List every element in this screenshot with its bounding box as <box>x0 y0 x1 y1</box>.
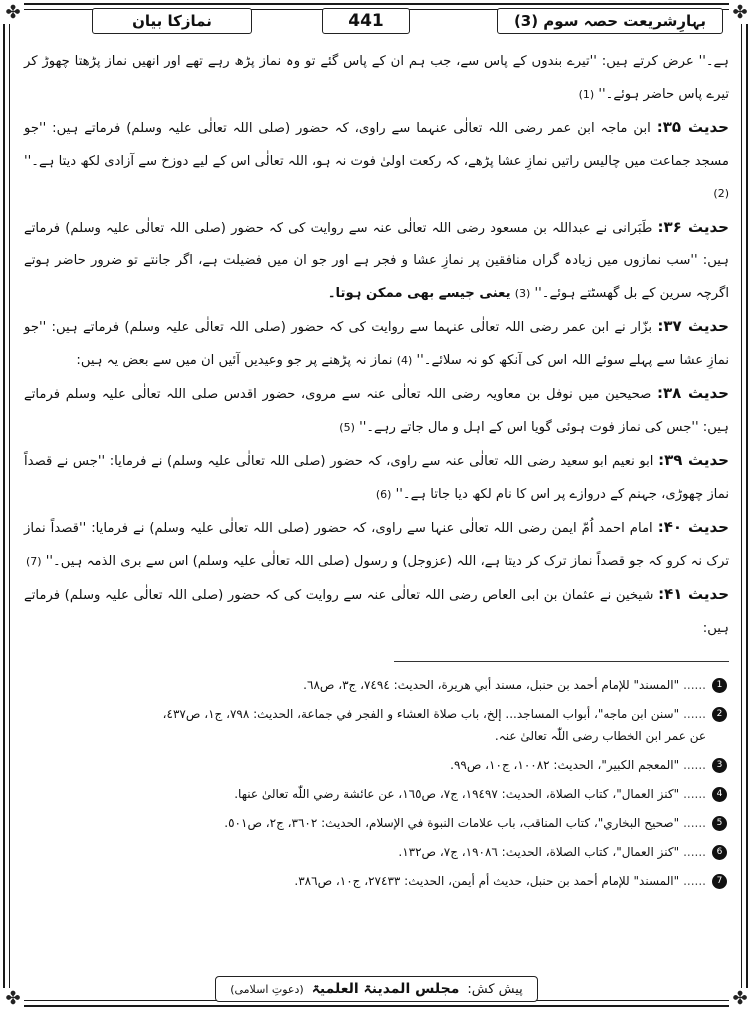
footnote-leader: ...... <box>683 845 706 859</box>
publisher-name: مجلس المدینۃ العلمیۃ <box>311 981 460 997</box>
corner-ornament-icon: ✤ <box>2 988 24 1010</box>
footnote-ref[interactable]: (3) <box>514 286 531 300</box>
footnote-number-icon: 4 <box>712 787 727 802</box>
footnote-item <box>26 812 727 834</box>
hadith-label: حدیث ۴۱: <box>658 585 730 603</box>
hadith-paragraph <box>24 444 729 511</box>
hadith-paragraph <box>24 578 729 645</box>
footnote-separator <box>394 661 729 662</box>
page-number: 441 <box>322 8 410 34</box>
chapter-title: نمازکا بیان <box>92 8 252 34</box>
footnote-ref[interactable]: (2) <box>713 187 729 200</box>
footnote-text: "المسند" للإمام أحمد بن حنبل، حديث أم أيمن، الحديث: ٢٧٤٣٣، ج١٠، ص٣٨٦. <box>294 874 680 888</box>
corner-ornament-icon: ✤ <box>2 2 24 24</box>
hadith-text: شیخین نے عثمان بن ابی العاص رضی اللہ تعالٰی عنہ سے روایت کی کہ حضور (صلی اللہ تعالٰی علیہ وسلم) فرماتے ہیں: <box>24 588 729 636</box>
footnote-ref[interactable]: (7) <box>25 554 42 568</box>
footnote-leader: ...... <box>683 758 706 772</box>
hadith-tail-text: یعنی جیسے بھی ممکن ہوتا۔ <box>327 285 511 301</box>
footnotes <box>26 674 727 899</box>
page-header <box>30 8 723 36</box>
footnote-number-icon: 2 <box>712 707 727 722</box>
hadith-paragraph <box>24 111 729 211</box>
footnote-item <box>26 674 727 696</box>
hadith-paragraph <box>24 46 729 111</box>
footnote-number-icon: 3 <box>712 758 727 773</box>
hadith-text: ابن ماجہ ابن عمر رضی اللہ تعالٰی عنہما سے راوی، کہ حضور (صلی اللہ تعالٰی علیہ وسلم) فرماتے ہیں: ''جو مسجد جماعت میں چالیس راتیں نمازِ عشا پڑھے، کہ رکعت اولیٰ فوت نہ ہو، اللہ تعالٰی اس کے لیے دوزخ سے آزادی لکھ دیتا ہے۔'' <box>24 121 729 169</box>
page-footer <box>0 976 753 1002</box>
main-text <box>24 46 729 645</box>
hadith-tail-text: نماز نہ پڑھنے پر جو وعیدیں آئیں ان میں سے بعض یہ ہیں: <box>76 352 393 368</box>
corner-ornament-icon: ✤ <box>729 2 751 24</box>
footnote-leader: ...... <box>683 874 706 888</box>
footnote-text: "المعجم الكبير"، الحديث: ١٠٠٨٢، ج١٠، ص٩٩. <box>450 758 680 772</box>
footnote-item <box>26 870 727 892</box>
hadith-label: حدیث ۳۸: <box>657 384 729 402</box>
footnote-ref[interactable]: (4) <box>396 353 413 367</box>
hadith-label: حدیث ۴۰: <box>657 518 729 536</box>
footnote-item <box>26 783 727 805</box>
hadith-text: ہے۔'' عرض کرتے ہیں: ''تیرے بندوں کے پاس سے، جب ہم ان کے پاس گئے تو وہ نماز پڑھ رہے تھے اور انھیں نماز پڑھتا چھوڑ کر تیرے پاس حاضر ہوئے۔'' <box>24 54 729 102</box>
footnote-text: "سنن ابن ماجه"، أبواب المساجد... إلخ، باب صلاة العشاء و الفجر في جماعة، الحديث: ٧٩٨، ج١، ص٤٣٧، <box>162 707 680 721</box>
footnote-continuation: عن عمر ابن الخطاب رضی اللّٰہ تعالیٰ عنہ. <box>494 729 706 743</box>
footnote-ref[interactable]: (1) <box>578 87 595 101</box>
footnote-number-icon: 7 <box>712 874 727 889</box>
hadith-paragraph <box>24 511 729 578</box>
footnote-leader: ...... <box>683 816 706 830</box>
footnote-item <box>26 703 727 747</box>
footnote-number-icon: 5 <box>712 816 727 831</box>
footer-prefix: پیش کش: <box>467 981 523 997</box>
hadith-text: بزّار نے ابن عمر رضی اللہ تعالٰی عنہما سے روایت کی کہ حضور (صلی اللہ تعالٰی علیہ وسلم) فرماتے ہیں: ''جو نمازِ عشا سے پہلے سوئے اللہ اس کی آنکھ کو نہ سلائے۔'' <box>24 320 729 368</box>
hadith-label: حدیث ۳۶: <box>657 217 729 236</box>
footnote-leader: ...... <box>683 678 706 692</box>
hadith-paragraph <box>24 211 729 311</box>
hadith-paragraph <box>24 377 729 444</box>
footnote-leader: ...... <box>683 787 706 801</box>
book-title: بہارِشریعت حصہ سوم (3) <box>497 8 723 34</box>
footnote-item <box>26 841 727 863</box>
hadith-label: حدیث ۳۵: <box>656 118 729 136</box>
footnote-text: "صحيح البخاري"، كتاب المناقب، باب علامات النبوة في الإسلام، الحديث: ٣٦٠٢، ج٢، ص٥٠١. <box>224 816 680 830</box>
publisher-box <box>215 976 538 1002</box>
footnote-number-icon: 6 <box>712 845 727 860</box>
footnote-ref[interactable]: (6) <box>375 487 392 501</box>
footnote-text: "المسند" للإمام أحمد بن حنبل، مسند أبي هريرة، الحديث: ٧٤٩٤، ج٣، ص٦٨. <box>303 678 680 692</box>
hadith-text: امام احمد اُمّ ایمن رضی اللہ تعالٰی عنہا سے راوی، کہ حضور (صلی اللہ تعالٰی علیہ وسلم) نے فرمایا: ''قصداً نماز ترک نہ کرو کہ جو قصداً نماز ترک کر دیتا ہے، اللہ (عزوجل) و رسول (صلی اللہ تعالٰی علیہ وسلم) اس سے بری الذمہ ہیں۔'' <box>24 521 729 569</box>
footnote-text: "كنز العمال"، كتاب الصلاة، الحديث: ١٩٤٩٧، ج٧، ص١٦٥، عن عائشة رضي اللّٰه تعالیٰ عنها. <box>234 787 680 801</box>
hadith-text: طَبَرانی نے عبداللہ بن مسعود رضی اللہ تعالٰی عنہ سے روایت کی کہ حضور (صلی اللہ تعالٰی علیہ وسلم) فرماتے ہیں: ''سب نمازوں میں زیادہ گراں منافقین پر نمازِ عشا و فجر ہے اور جو ان میں فضیلت ہے، اگر جانتے تو ضرور حاضر ہوتے اگرچہ سرین کے بل گھسٹتے ہوئے۔'' <box>24 220 729 301</box>
hadith-paragraph <box>24 310 729 377</box>
footnote-leader: ...... <box>683 707 706 721</box>
publisher-sub: (دعوتِ اسلامی) <box>230 982 304 996</box>
hadith-label: حدیث ۳۷: <box>657 317 729 335</box>
footnote-item <box>26 754 727 776</box>
footnote-number-icon: 1 <box>712 678 727 693</box>
hadith-text: صحیحین میں نوفل بن معاویہ رضی اللہ تعالٰی عنہ سے مروی، حضور اقدس صلی اللہ تعالٰی علیہ وسلم فرماتے ہیں: ''جس کی نماز فوت ہوئی گویا اس کے اہل و مال جاتے رہے۔'' <box>24 387 729 435</box>
footnote-text: "كنز العمال"، كتاب الصلاة، الحديث: ١٩٠٨٦، ج٧، ص١٣٢. <box>398 845 680 859</box>
hadith-label: حدیث ۳۹: <box>658 451 729 469</box>
footnote-ref[interactable]: (5) <box>339 420 355 434</box>
corner-ornament-icon: ✤ <box>729 988 751 1010</box>
hadith-text: ابو نعیم ابو سعید رضی اللہ تعالٰی عنہ سے راوی، کہ حضور (صلی اللہ تعالٰی علیہ وسلم) نے فرمایا: ''جس نے قصداً نماز چھوڑی، جہنم کے دروازے پر اس کا نام لکھ دیا جاتا ہے۔'' <box>24 454 729 502</box>
